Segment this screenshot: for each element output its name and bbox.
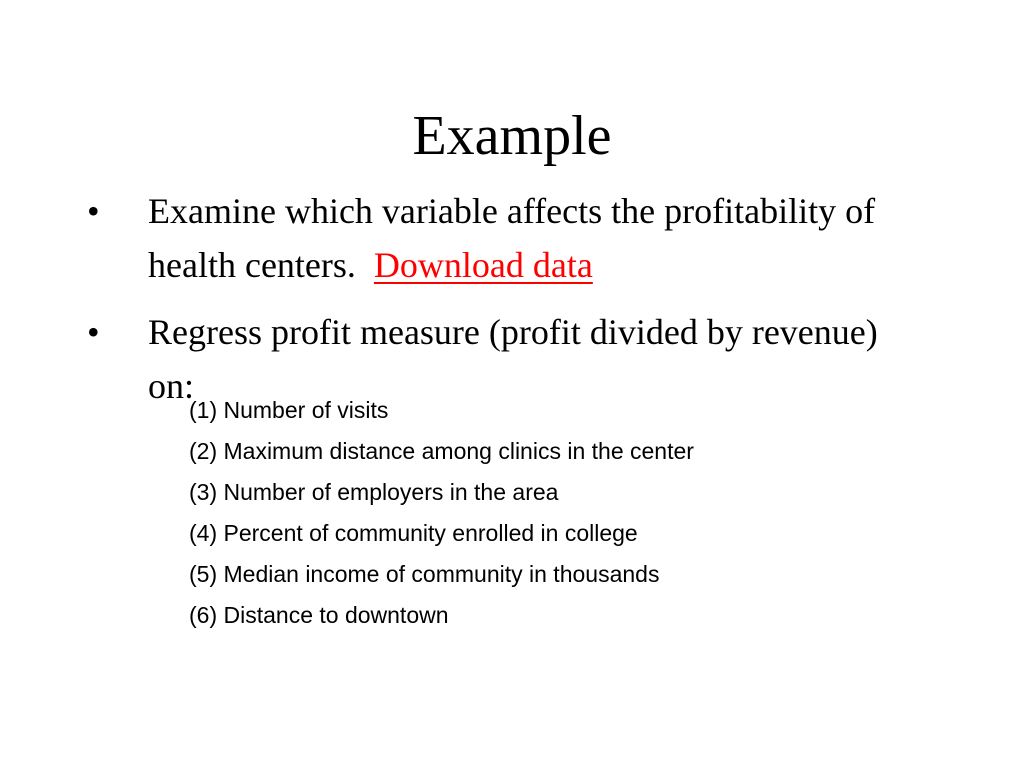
list-item: (2) Maximum distance among clinics in the center (189, 438, 694, 464)
list-item: (3) Number of employers in the area (189, 479, 559, 505)
download-data-link[interactable]: Download data (373, 245, 593, 285)
list-item: (6) Distance to downtown (189, 602, 449, 628)
bullet-text: Regress profit measure (profit divided by revenue) on: (148, 312, 878, 406)
bullet-marker: • (87, 191, 100, 231)
regressor-list (189, 390, 989, 636)
bullet-text: Examine which variable affects the profitability of health centers. (148, 191, 876, 285)
bullet-item-examine (0, 184, 928, 292)
list-item: (5) Median income of community in thousands (189, 561, 660, 587)
bullet-marker: • (87, 312, 100, 352)
bullet-list (0, 184, 1024, 413)
list-item: (1) Number of visits (189, 397, 389, 423)
list-item: (4) Percent of community enrolled in college (189, 520, 638, 546)
slide-title: Example (412, 105, 612, 167)
